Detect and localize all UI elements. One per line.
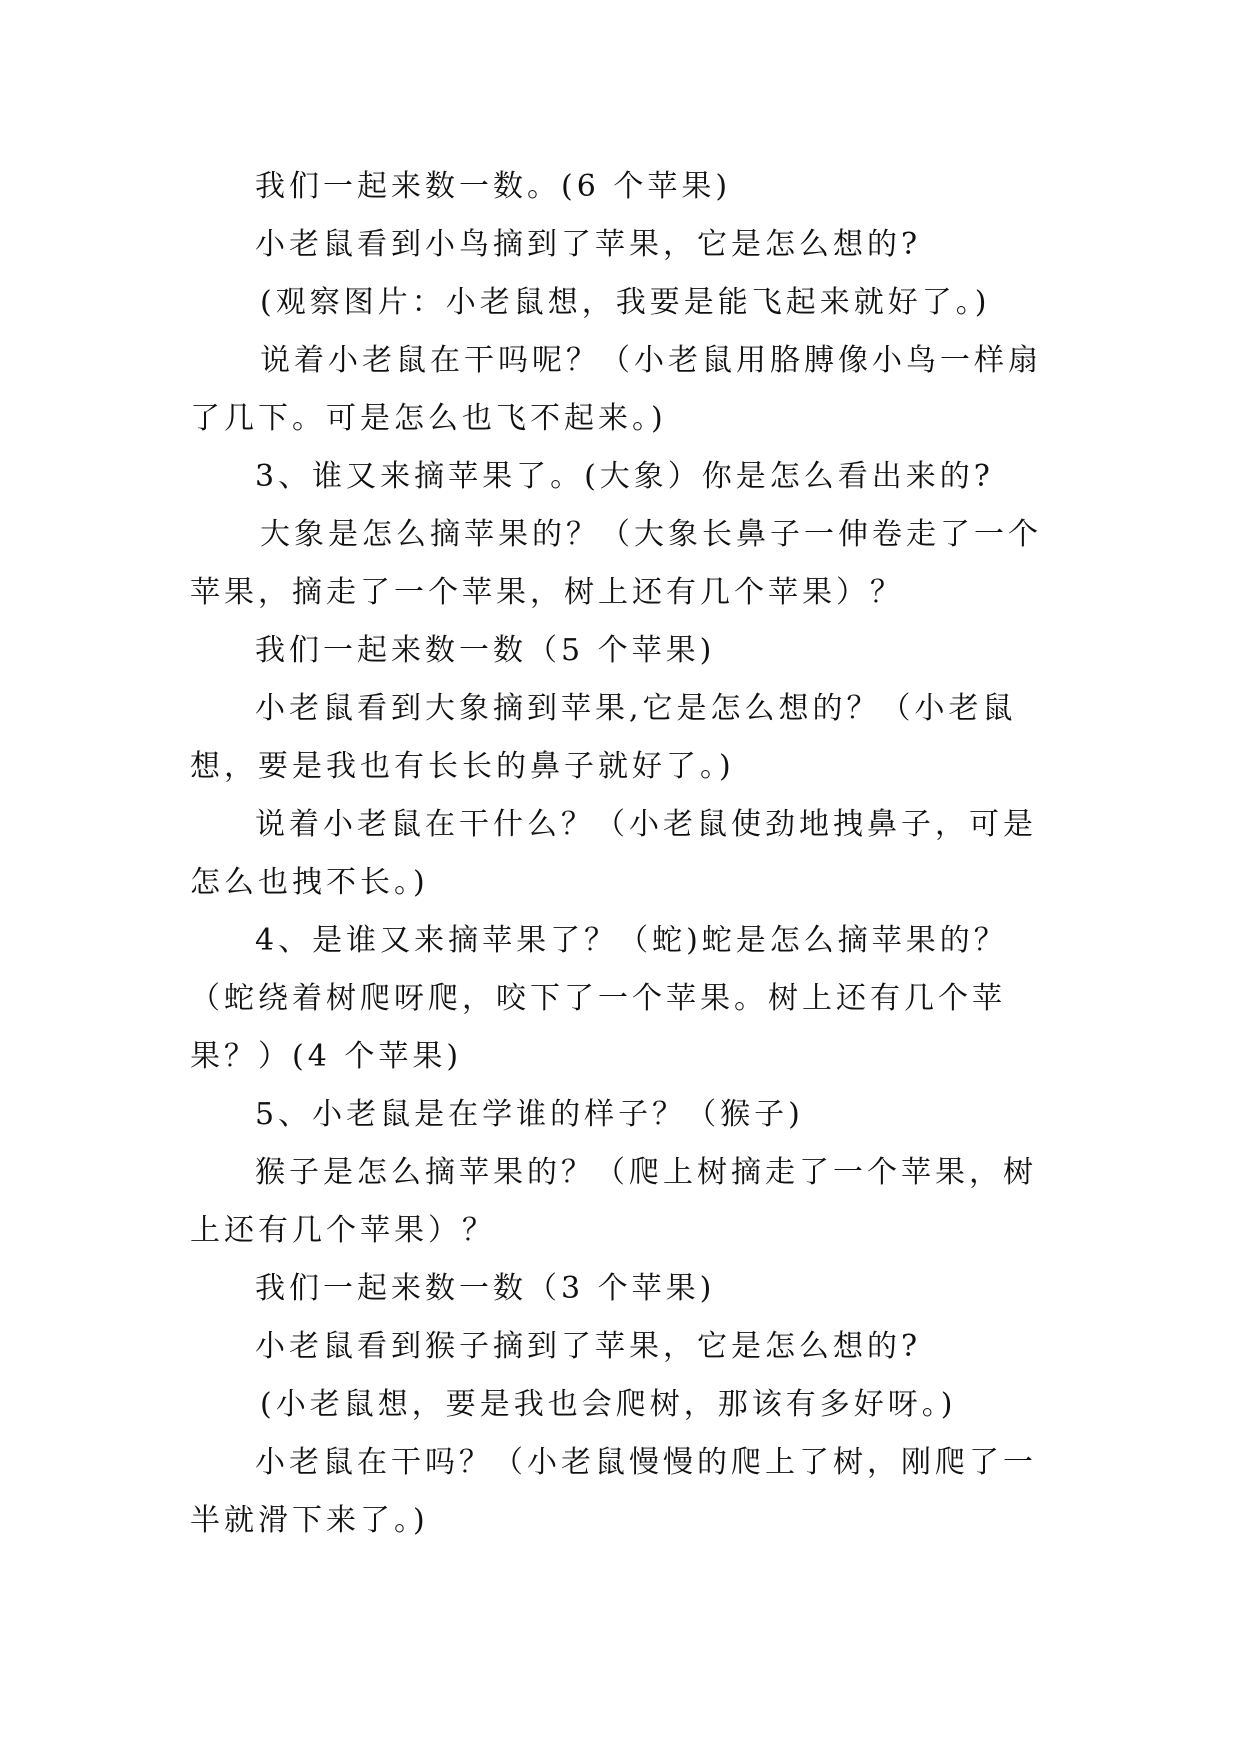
paragraph: 小老鼠看到小鸟摘到了苹果，它是怎么想的? xyxy=(255,227,922,262)
paragraph: 说着小老鼠在干吗呢？（小老鼠用胳膊像小鸟一样扇了几下。可是怎么也飞不起来。) xyxy=(190,343,1042,436)
paragraph: 4、是谁又来摘苹果了？（蛇)蛇是怎么摘苹果的？（蛇绕着树爬呀爬，咬下了一个苹果。树上还有几个苹果？）(4 个苹果) xyxy=(190,923,1008,1074)
paragraph: 说着小老鼠在干什么？（小老鼠使劲地拽鼻子，可是怎么也拽不长。) xyxy=(190,807,1037,900)
paragraph: 3、谁又来摘苹果了。(大象）你是怎么看出来的? xyxy=(255,459,994,494)
paragraph: (观察图片：小老鼠想，我要是能飞起来就好了。) xyxy=(260,285,991,320)
document-body xyxy=(190,158,1050,1550)
paragraph: 小老鼠看到猴子摘到了苹果，它是怎么想的? xyxy=(255,1329,922,1364)
paragraph: 小老鼠在干吗？（小老鼠慢慢的爬上了树，刚爬了一半就滑下来了。) xyxy=(190,1445,1037,1538)
paragraph: (小老鼠想，要是我也会爬树，那该有多好呀。) xyxy=(260,1387,957,1422)
paragraph: 猴子是怎么摘苹果的？（爬上树摘走了一个苹果，树上还有几个苹果）？ xyxy=(190,1155,1037,1248)
paragraph: 我们一起来数一数（3 个苹果) xyxy=(255,1271,716,1306)
paragraph: 大象是怎么摘苹果的？（大象长鼻子一伸卷走了一个苹果，摘走了一个苹果，树上还有几个苹果）？ xyxy=(190,517,1042,610)
paragraph: 我们一起来数一数。(6 个苹果) xyxy=(255,169,732,204)
paragraph: 小老鼠看到大象摘到苹果,它是怎么想的？（小老鼠想，要是我也有长长的鼻子就好了。) xyxy=(190,691,1017,784)
paragraph: 5、小老鼠是在学谁的样子？（猴子) xyxy=(255,1097,804,1132)
paragraph: 我们一起来数一数（5 个苹果) xyxy=(255,633,716,668)
